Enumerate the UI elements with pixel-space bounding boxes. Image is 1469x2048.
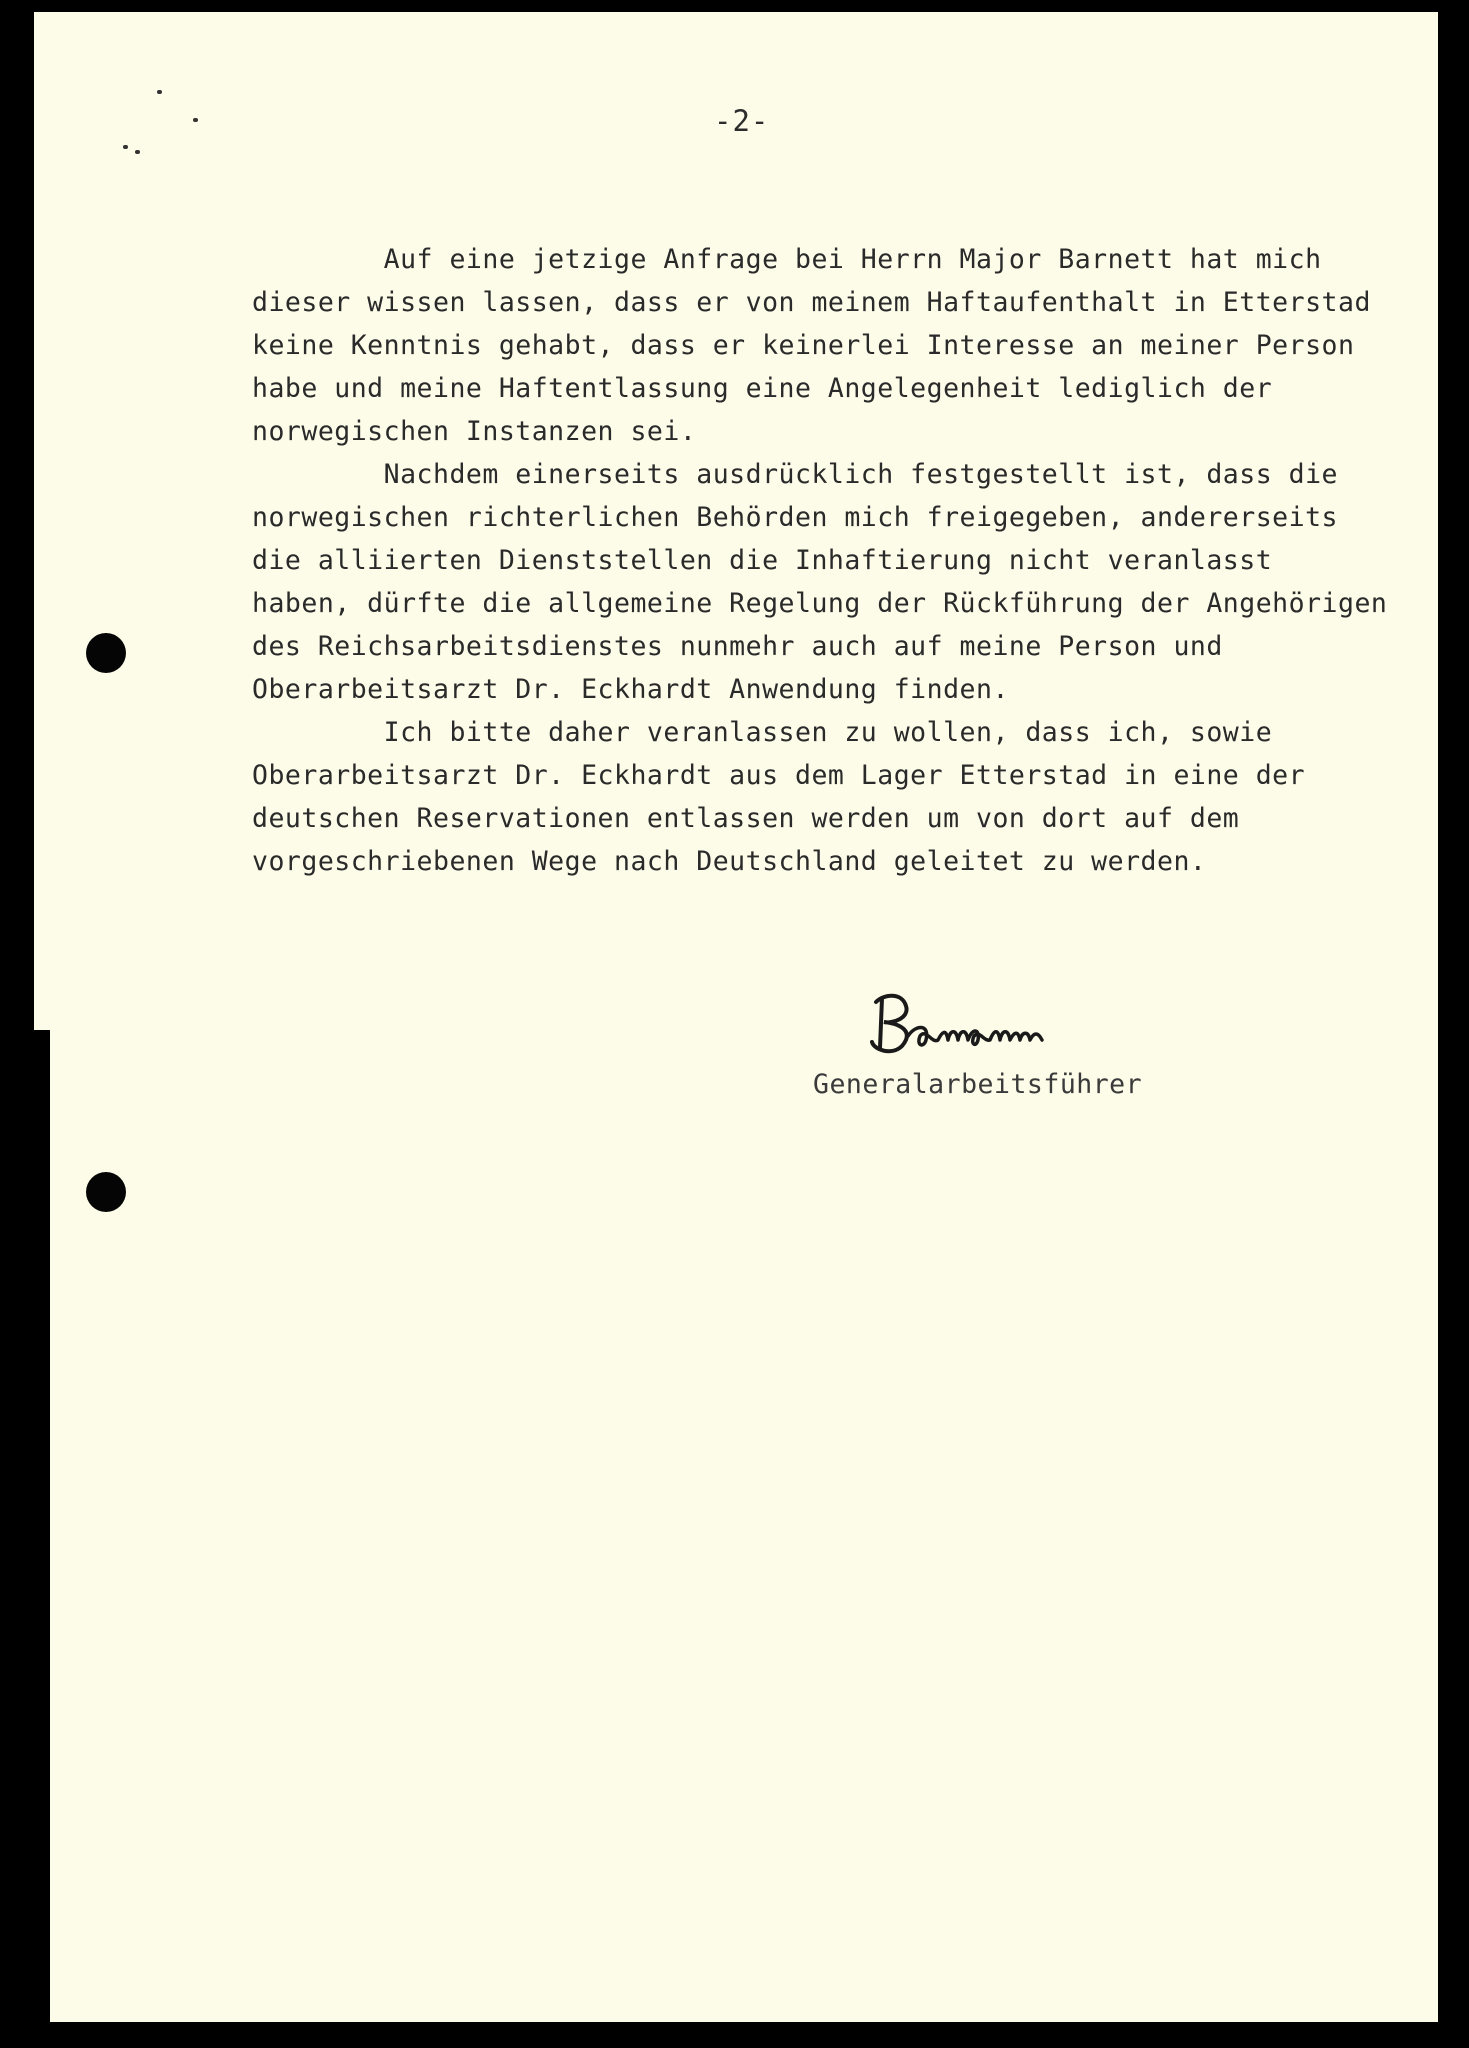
text-line: norwegischen richterlichen Behörden mich freigegeben, andererseits bbox=[252, 502, 1338, 533]
text-line: Nachdem einerseits ausdrücklich festgestellt ist, dass die bbox=[252, 459, 1338, 490]
text-line: keine Kenntnis gehabt, dass er keinerlei Interesse an meiner Person bbox=[252, 330, 1355, 361]
text-line: Oberarbeitsarzt Dr. Eckhardt aus dem Lager Etterstad in eine der bbox=[252, 760, 1306, 791]
letter-body bbox=[252, 238, 1452, 883]
text-line: die alliierten Dienststellen die Inhaftierung nicht veranlasst bbox=[252, 545, 1273, 576]
punch-hole bbox=[86, 633, 126, 673]
scan-speck bbox=[135, 150, 140, 154]
scan-speck bbox=[193, 118, 198, 122]
text-line: Ich bitte daher veranlassen zu wollen, dass ich, sowie bbox=[252, 717, 1273, 748]
document-page bbox=[34, 12, 1438, 2022]
page-number: -2- bbox=[714, 104, 770, 138]
signer-title: Generalarbeitsführer bbox=[813, 1069, 1143, 1100]
text-line: deutschen Reservationen entlassen werden um von dort auf dem bbox=[252, 803, 1240, 834]
text-line: Oberarbeitsarzt Dr. Eckhardt Anwendung finden. bbox=[252, 674, 1009, 705]
punch-hole bbox=[86, 1172, 126, 1212]
handwritten-signature bbox=[862, 984, 1142, 1064]
text-line: Auf eine jetzige Anfrage bei Herrn Major Barnett hat mich bbox=[252, 244, 1322, 275]
text-line: habe und meine Haftentlassung eine Angelegenheit lediglich der bbox=[252, 373, 1273, 404]
scan-edge-shadow bbox=[34, 1030, 50, 2022]
text-line: haben, dürfte die allgemeine Regelung der Rückführung der Angehörigen bbox=[252, 588, 1388, 619]
scan-speck bbox=[123, 145, 128, 149]
text-line: des Reichsarbeitsdienstes nunmehr auch auf meine Person und bbox=[252, 631, 1223, 662]
text-line: norwegischen Instanzen sei. bbox=[252, 416, 697, 447]
scan-speck bbox=[157, 90, 162, 94]
text-line: vorgeschriebenen Wege nach Deutschland geleitet zu werden. bbox=[252, 846, 1207, 877]
text-line: dieser wissen lassen, dass er von meinem Haftaufenthalt in Etterstad bbox=[252, 287, 1371, 318]
